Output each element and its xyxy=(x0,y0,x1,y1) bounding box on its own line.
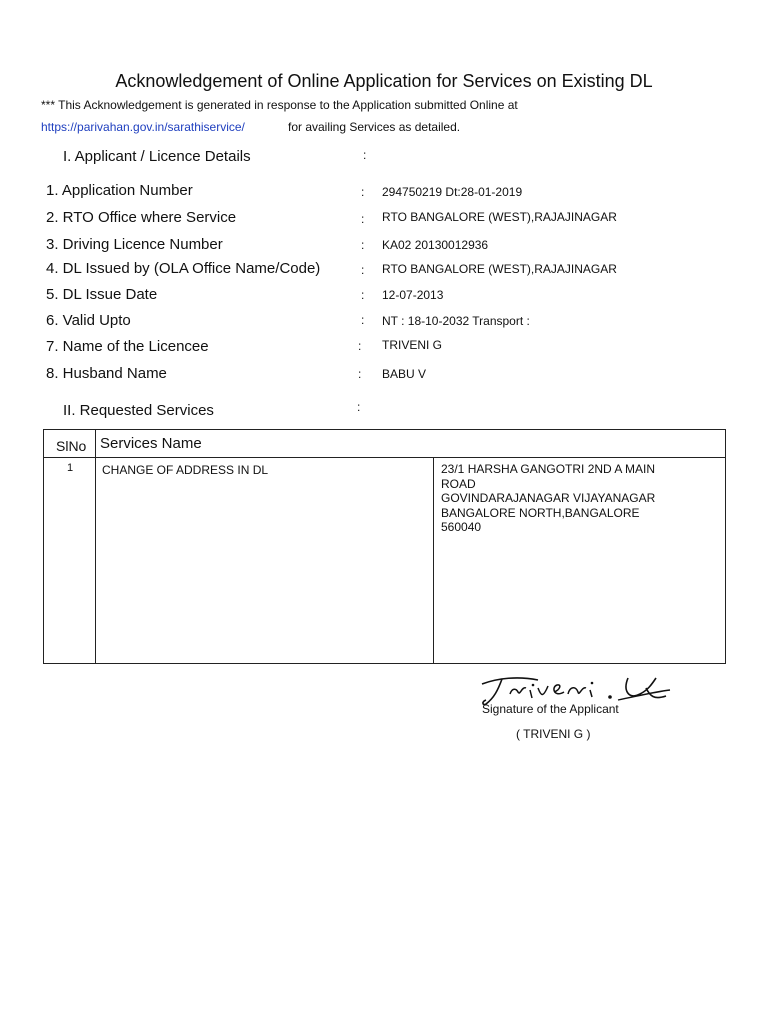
field-label-dl-number: 3. Driving Licence Number xyxy=(46,236,223,253)
field-colon: : xyxy=(358,367,362,381)
field-label-licencee-name: 7. Name of the Licencee xyxy=(46,338,209,355)
section-colon: : xyxy=(357,400,361,414)
section-colon: : xyxy=(363,148,367,162)
field-label-husband-name: 8. Husband Name xyxy=(46,365,167,382)
intro-text: *** This Acknowledgement is generated in response to the Application submitted Online at xyxy=(41,98,518,112)
field-label-application-number: 1. Application Number xyxy=(46,182,193,199)
services-table xyxy=(43,429,726,664)
table-cell-service: CHANGE OF ADDRESS IN DL xyxy=(102,463,269,477)
intro-text-continued: for availing Services as detailed. xyxy=(288,120,461,134)
field-value-dl-number: KA02 20130012936 xyxy=(382,238,489,252)
field-colon: : xyxy=(361,185,365,199)
table-divider xyxy=(433,457,434,663)
table-cell-slno: 1 xyxy=(67,462,74,474)
field-value-rto-office: RTO BANGALORE (WEST),RAJAJINAGAR xyxy=(382,210,617,224)
field-colon: : xyxy=(358,339,362,353)
field-colon: : xyxy=(361,313,365,327)
section-heading-applicant: I. Applicant / Licence Details xyxy=(63,148,251,165)
field-label-dl-issue-date: 5. DL Issue Date xyxy=(46,286,158,303)
field-value-licencee-name: TRIVENI G xyxy=(382,338,443,352)
table-divider xyxy=(95,430,96,663)
field-value-husband-name: BABU V xyxy=(382,367,427,381)
intro-link[interactable]: https://parivahan.gov.in/sarathiservice/ xyxy=(41,120,245,134)
section-heading-requested-services: II. Requested Services xyxy=(63,402,214,419)
field-value-valid-upto: NT : 18-10-2032 Transport : xyxy=(382,314,530,328)
signature-caption: Signature of the Applicant xyxy=(482,702,619,716)
field-value-application-number: 294750219 Dt:28-01-2019 xyxy=(382,185,523,199)
field-colon: : xyxy=(361,212,365,226)
field-colon: : xyxy=(361,263,365,277)
table-divider xyxy=(44,457,725,458)
field-value-dl-issue-date: 12-07-2013 xyxy=(382,288,444,302)
table-header-services-name: Services Name xyxy=(100,435,202,452)
field-colon: : xyxy=(361,288,365,302)
table-cell-address: 23/1 HARSHA GANGOTRI 2ND A MAIN ROAD GOVINDARAJANAGAR VIJAYANAGAR BANGALORE NORTH,BANGALORE 560040 xyxy=(441,462,656,534)
document-title: Acknowledgement of Online Application for Services on Existing DL xyxy=(115,71,653,91)
field-colon: : xyxy=(361,238,365,252)
table-header-slno: SlNo xyxy=(56,438,87,454)
field-label-valid-upto: 6. Valid Upto xyxy=(46,312,131,329)
field-label-rto-office: 2. RTO Office where Service xyxy=(46,209,237,226)
field-label-dl-issued-by: 4. DL Issued by (OLA Office Name/Code) xyxy=(46,260,321,277)
applicant-name: ( TRIVENI G ) xyxy=(516,727,591,741)
field-value-dl-issued-by: RTO BANGALORE (WEST),RAJAJINAGAR xyxy=(382,262,617,276)
